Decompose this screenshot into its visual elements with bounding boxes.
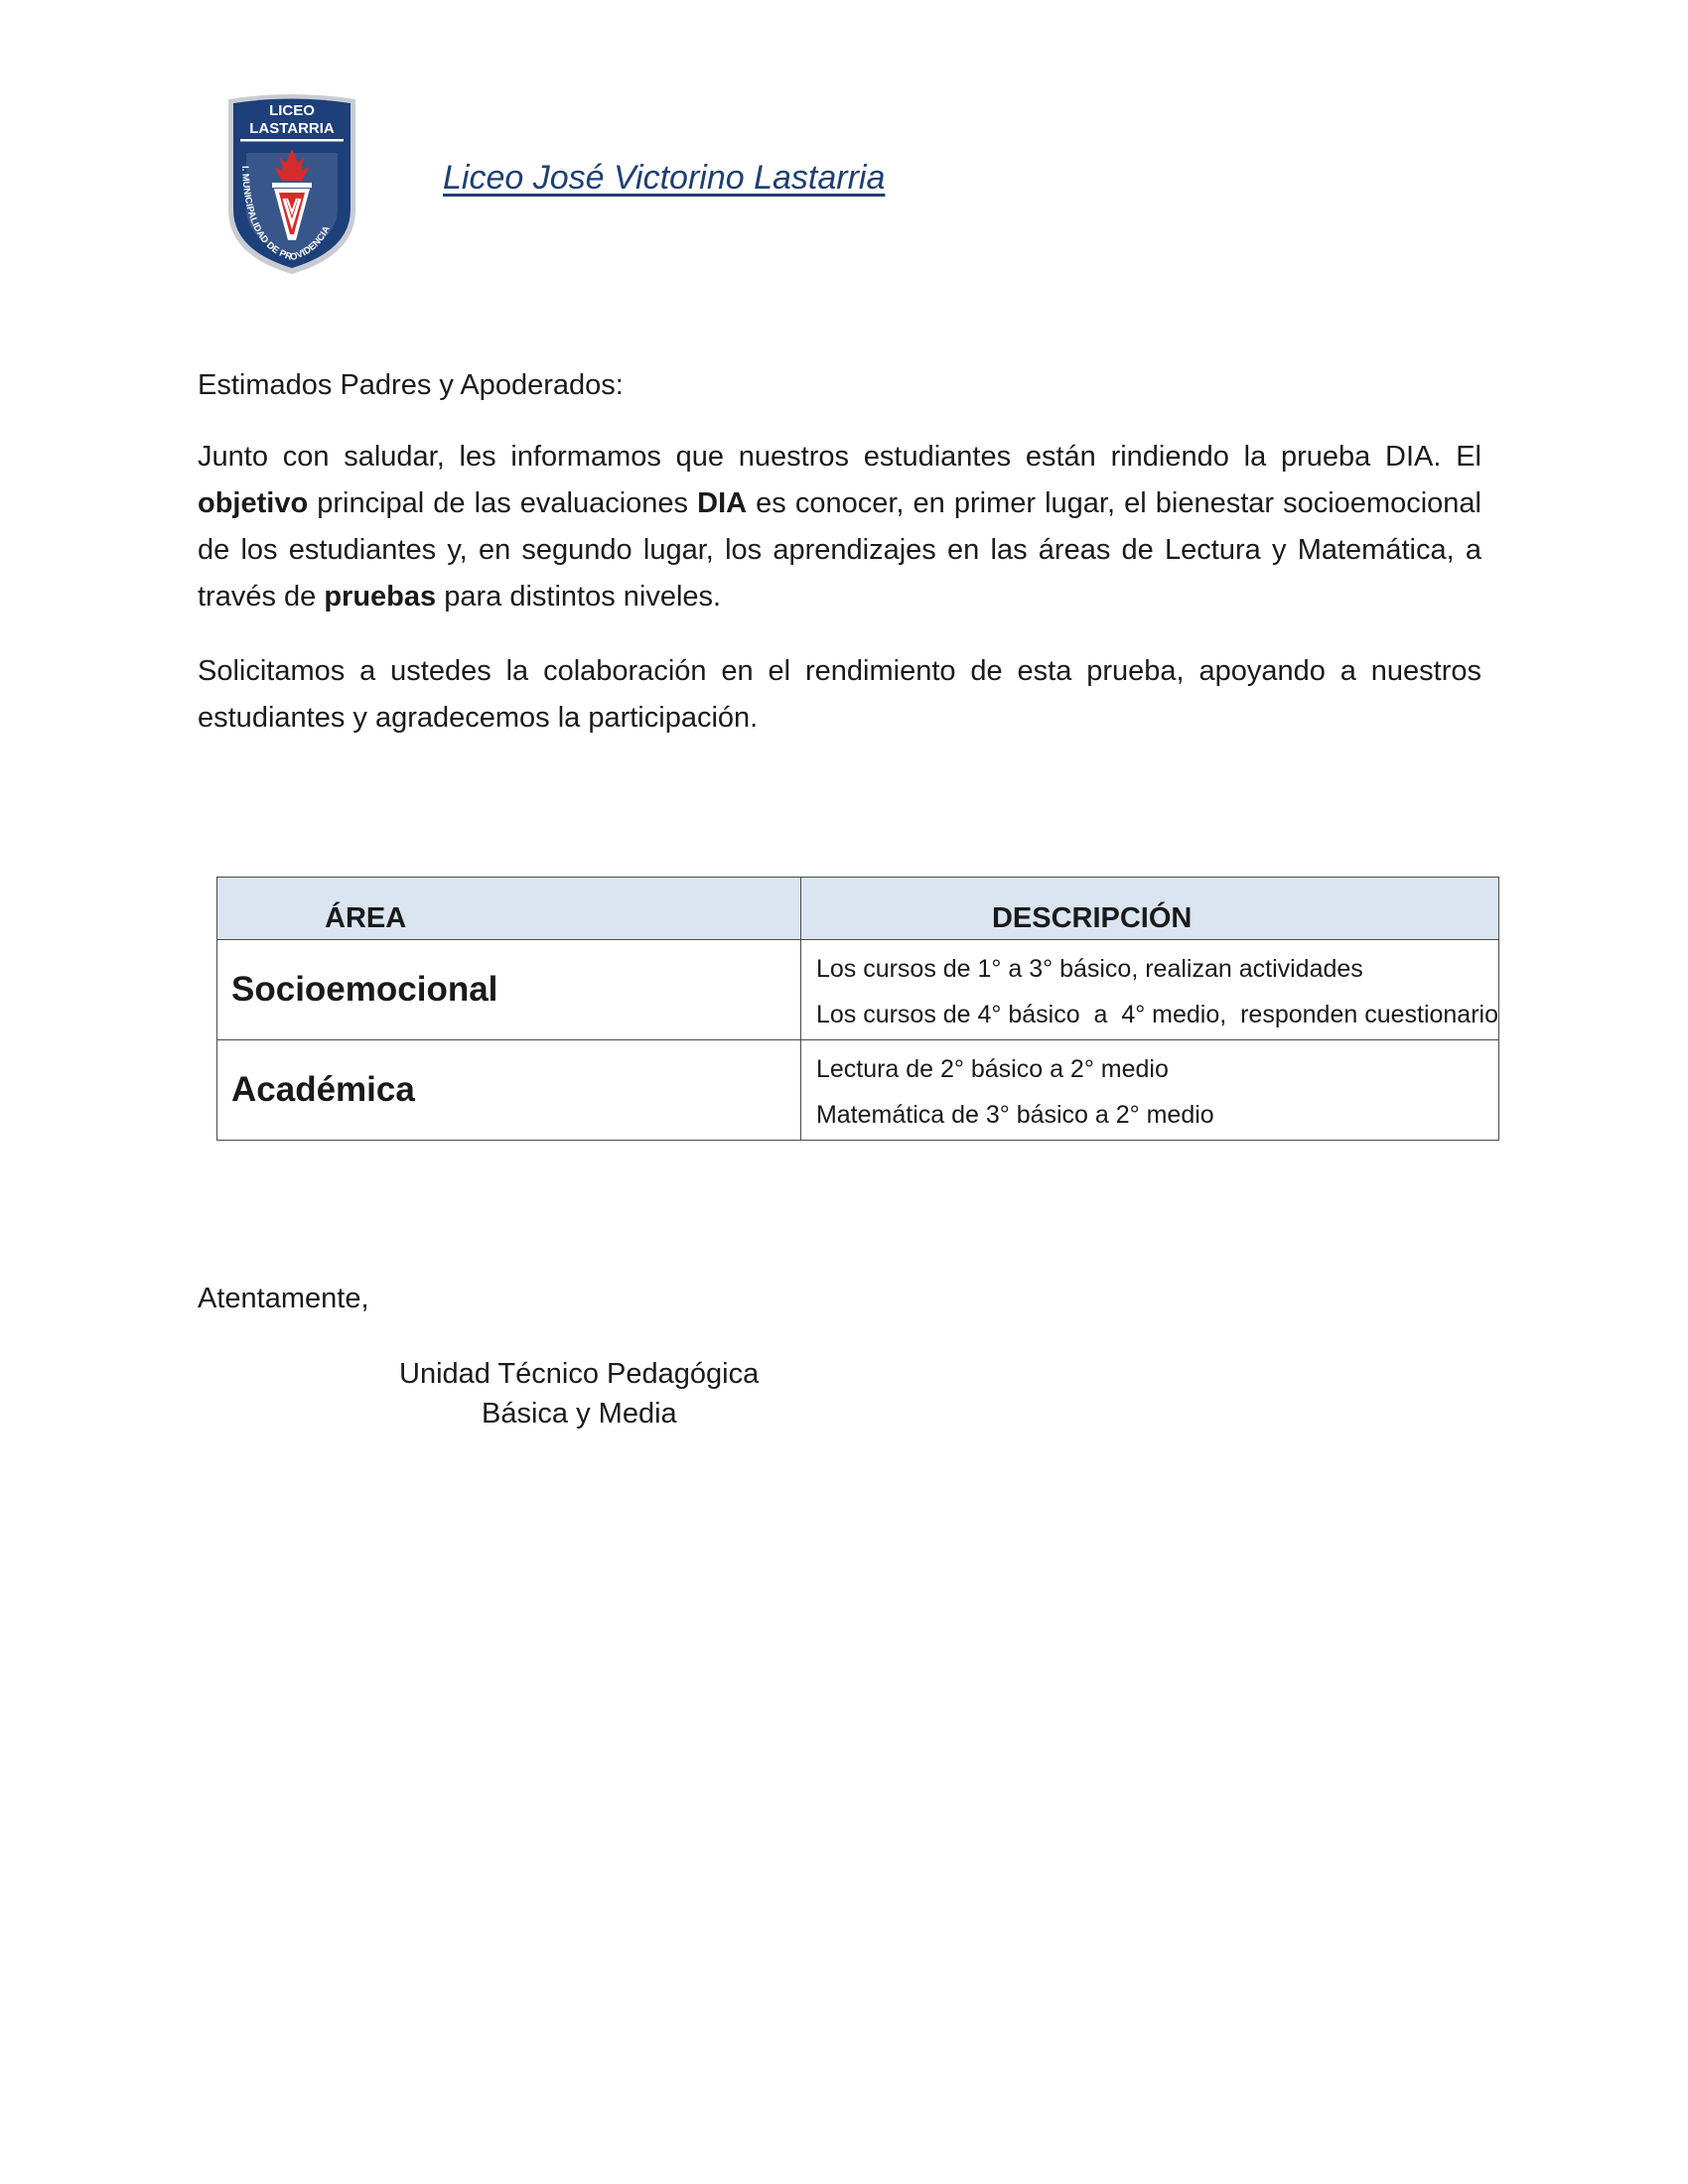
description-line: Los cursos de 1° a 3° básico, realizan actividades [815, 955, 1363, 983]
description-cell [800, 940, 1498, 1040]
table-row [217, 940, 1499, 1040]
area-cell: Socioemocional [217, 940, 801, 1040]
greeting: Estimados Padres y Apoderados: [198, 369, 624, 401]
closing-salutation: Atentamente, [198, 1283, 369, 1314]
school-crest-logo [224, 91, 359, 276]
svg-text:LICEO: LICEO [269, 102, 315, 119]
svg-text:I. MUNICIPALIDAD DE PROVIDENCI: I. MUNICIPALIDAD DE PROVIDENCIA [239, 165, 333, 264]
paragraph-intro: Junto con saludar, les informamos que nuestros estudiantes están rindiendo la prueba DIA. El objetivo principal de las evaluaciones DIA es conocer, en primer lugar, el bienestar socioemocional de los estudiantes y, en segundo lugar, los aprendizajes en las áreas de Lectura y Matemática, a través de pruebas para distintos niveles. [198, 441, 1481, 613]
description-line: Los cursos de 4° básico a 4° medio, responden cuestionario [815, 1001, 1498, 1028]
column-header-area: ÁREA [217, 878, 801, 940]
bold-dia: DIA [697, 487, 748, 519]
bold-objetivo: objetivo [198, 487, 309, 519]
svg-text:LASTARRIA: LASTARRIA [249, 120, 335, 137]
signature-unit: Unidad Técnico Pedagógica [399, 1358, 760, 1390]
evaluation-table [216, 877, 1499, 1141]
description-line: Matemática de 3° básico a 2° medio [815, 1101, 1214, 1129]
table-header-row [217, 878, 1499, 940]
paragraph-request: Solicitamos a ustedes la colaboración en el rendimiento de esta prueba, apoyando a nuestros estudiantes y agradecemos la participación. [198, 655, 1481, 734]
bold-pruebas: pruebas [324, 581, 437, 613]
signature-level: Básica y Media [482, 1398, 677, 1430]
table-row [217, 1040, 1499, 1141]
school-name-title: Liceo José Victorino Lastarria [443, 159, 886, 197]
description-line: Lectura de 2° básico a 2° medio [815, 1055, 1169, 1083]
column-header-description: DESCRIPCIÓN [800, 878, 1498, 940]
area-cell: Académica [217, 1040, 801, 1141]
description-cell [800, 1040, 1498, 1141]
